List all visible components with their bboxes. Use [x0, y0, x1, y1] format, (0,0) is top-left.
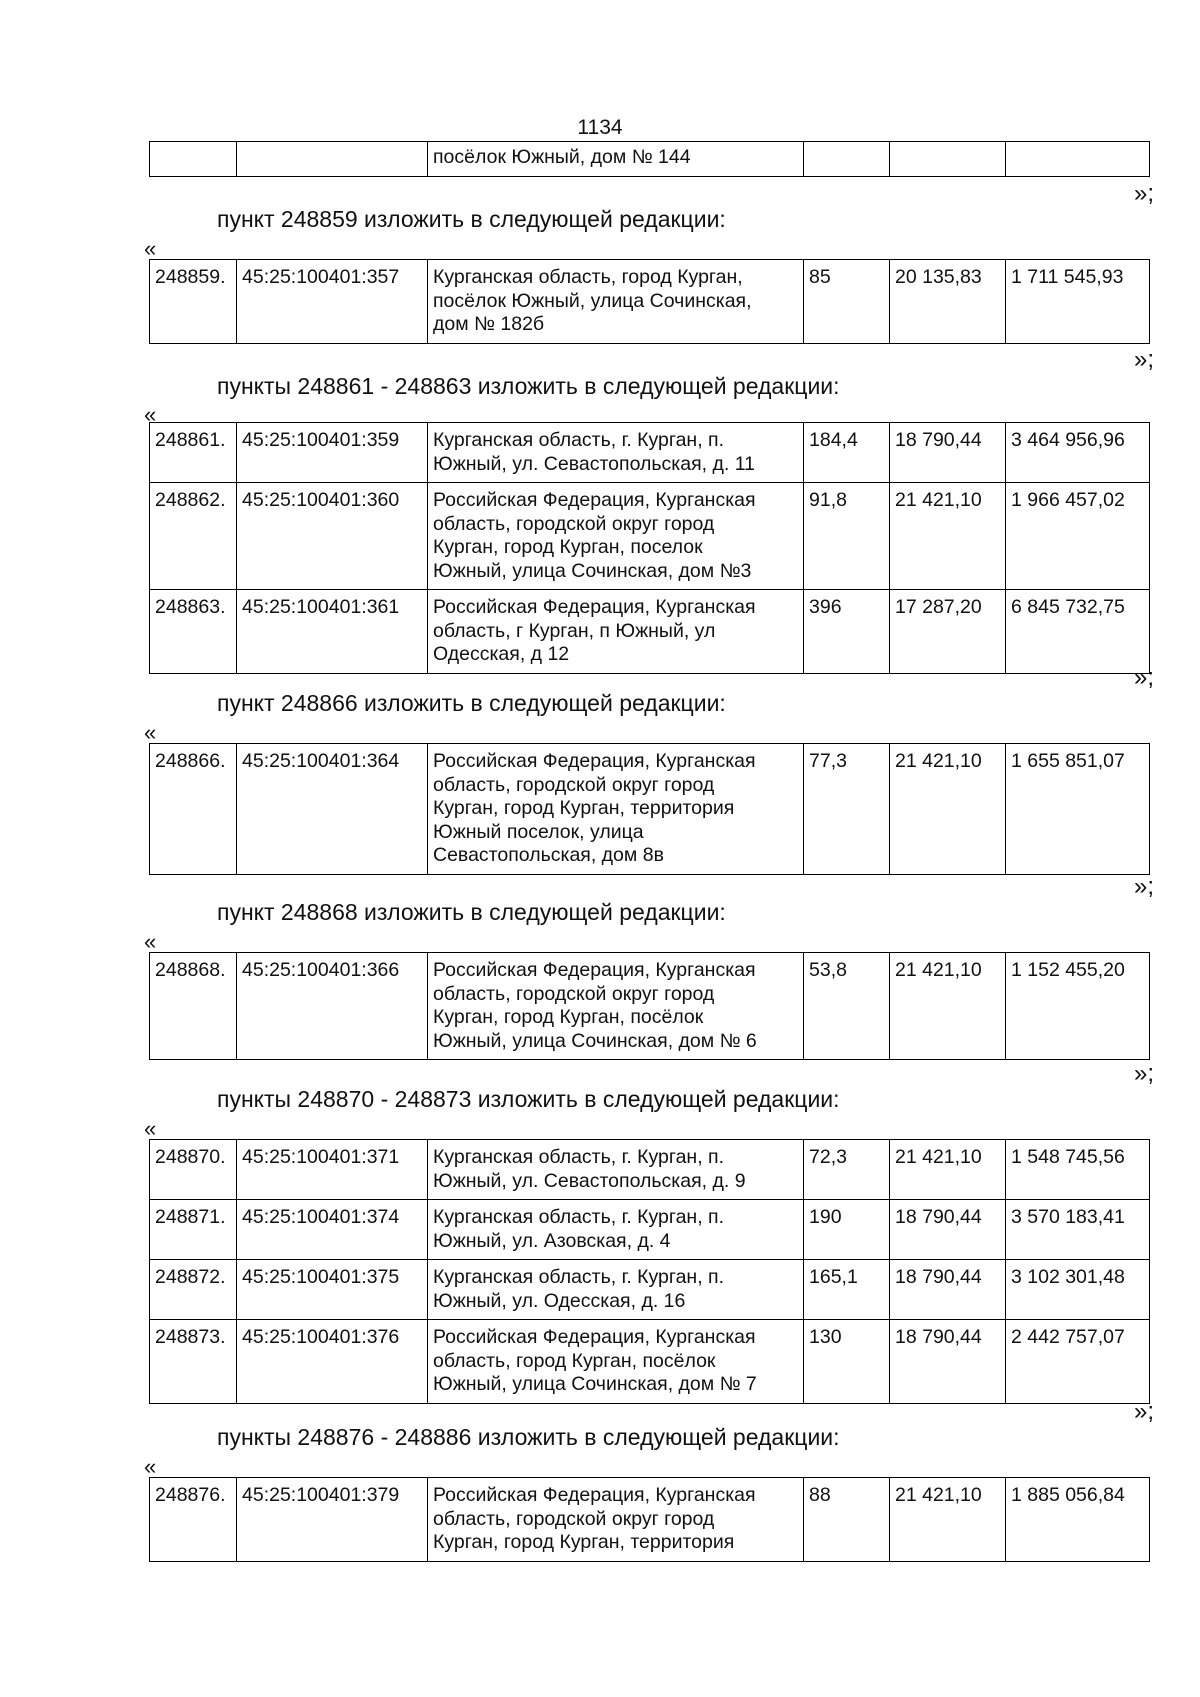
cell-address: Российская Федерация, Курганская область, городской округ город Курган, город Курган, территория	[428, 1478, 804, 1562]
cell-cadastral-value: 1 655 851,07	[1006, 744, 1150, 875]
open-quote: «	[144, 1454, 157, 1479]
cell-unit-value: 21 421,10	[890, 953, 1006, 1060]
table-row	[150, 1200, 1150, 1260]
cell-unit-value: 21 421,10	[890, 483, 1006, 590]
cell-item-number: 248876.	[150, 1478, 237, 1562]
page-number: 1134	[577, 116, 623, 139]
cell-address: Курганская область, г. Курган, п. Южный, ул. Азовская, д. 4	[428, 1200, 804, 1260]
cell-cadastral-value	[1006, 142, 1150, 177]
cell-cadastral-number: 45:25:100401:361	[237, 590, 428, 674]
amendment-instruction: пункт 248859 изложить в следующей редакции:	[217, 206, 726, 232]
cell-unit-value: 17 287,20	[890, 590, 1006, 674]
open-quote: «	[144, 1116, 157, 1141]
close-quote: »;	[1133, 873, 1154, 900]
cell-unit-value: 21 421,10	[890, 1140, 1006, 1200]
cell-cadastral-number: 45:25:100401:375	[237, 1260, 428, 1320]
close-quote: »;	[1133, 180, 1154, 207]
cell-address: Курганская область, г. Курган, п. Южный, ул. Севастопольская, д. 11	[428, 423, 804, 483]
cell-item-number: 248862.	[150, 483, 237, 590]
register-table	[149, 1477, 1150, 1562]
cell-cadastral-value: 6 845 732,75	[1006, 590, 1150, 674]
cell-cadastral-number: 45:25:100401:366	[237, 953, 428, 1060]
open-quote: «	[144, 236, 157, 261]
cell-address: Курганская область, город Курган, посёлок Южный, улица Сочинская, дом № 182б	[428, 260, 804, 344]
table-row	[150, 744, 1150, 875]
cell-area: 190	[804, 1200, 890, 1260]
cell-item-number: 248870.	[150, 1140, 237, 1200]
cell-cadastral-value: 1 885 056,84	[1006, 1478, 1150, 1562]
cell-cadastral-number: 45:25:100401:371	[237, 1140, 428, 1200]
cell-cadastral-number: 45:25:100401:379	[237, 1478, 428, 1562]
close-quote: »;	[1133, 1398, 1154, 1425]
cell-area: 85	[804, 260, 890, 344]
register-table	[149, 422, 1150, 674]
cell-address: Курганская область, г. Курган, п. Южный, ул. Севастопольская, д. 9	[428, 1140, 804, 1200]
amendment-instruction: пункты 248861 - 248863 изложить в следующей редакции:	[217, 373, 840, 399]
cell-cadastral-value: 1 711 545,93	[1006, 260, 1150, 344]
cell-cadastral-value: 3 570 183,41	[1006, 1200, 1150, 1260]
cell-address: Российская Федерация, Курганская область, городской округ город Курган, город Курган, территория Южный поселок, улица Севастопольская, дом 8в	[428, 744, 804, 875]
amendment-instruction: пункт 248866 изложить в следующей редакции:	[217, 690, 726, 716]
cell-cadastral-value: 1 152 455,20	[1006, 953, 1150, 1060]
cell-cadastral-number: 45:25:100401:359	[237, 423, 428, 483]
table-row	[150, 590, 1150, 674]
cell-unit-value: 18 790,44	[890, 423, 1006, 483]
cell-unit-value: 18 790,44	[890, 1260, 1006, 1320]
close-quote: »;	[1133, 664, 1154, 691]
cell-unit-value: 21 421,10	[890, 1478, 1006, 1562]
open-quote: «	[144, 720, 157, 745]
close-quote: »;	[1133, 346, 1154, 373]
cell-item-number: 248859.	[150, 260, 237, 344]
cell-address: Курганская область, г. Курган, п. Южный, ул. Одесская, д. 16	[428, 1260, 804, 1320]
amendment-instruction: пункты 248876 - 248886 изложить в следующей редакции:	[217, 1424, 840, 1450]
cell-item-number: 248871.	[150, 1200, 237, 1260]
cell-item-number	[150, 142, 237, 177]
cell-unit-value: 18 790,44	[890, 1320, 1006, 1404]
cell-cadastral-number: 45:25:100401:360	[237, 483, 428, 590]
table-row	[150, 1140, 1150, 1200]
cell-area: 91,8	[804, 483, 890, 590]
cell-item-number: 248868.	[150, 953, 237, 1060]
cell-address: Российская Федерация, Курганская область, г Курган, п Южный, ул Одесская, д 12	[428, 590, 804, 674]
cell-area: 53,8	[804, 953, 890, 1060]
close-quote: »;	[1133, 1060, 1154, 1087]
amendment-instruction: пункты 248870 - 248873 изложить в следующей редакции:	[217, 1086, 840, 1112]
cell-item-number: 248863.	[150, 590, 237, 674]
cell-area: 88	[804, 1478, 890, 1562]
cell-area: 165,1	[804, 1260, 890, 1320]
cell-unit-value: 18 790,44	[890, 1200, 1006, 1260]
cell-cadastral-number	[237, 142, 428, 177]
cell-cadastral-number: 45:25:100401:376	[237, 1320, 428, 1404]
open-quote: «	[144, 929, 157, 954]
cell-cadastral-number: 45:25:100401:357	[237, 260, 428, 344]
cell-unit-value: 21 421,10	[890, 744, 1006, 875]
table-row	[150, 260, 1150, 344]
cell-item-number: 248872.	[150, 1260, 237, 1320]
cell-address: Российская Федерация, Курганская область, городской округ город Курган, город Курган, посёлок Южный, улица Сочинская, дом № 6	[428, 953, 804, 1060]
register-table	[149, 1139, 1150, 1404]
cell-area: 184,4	[804, 423, 890, 483]
table-row	[150, 1478, 1150, 1562]
cell-cadastral-number: 45:25:100401:374	[237, 1200, 428, 1260]
table-row	[150, 1260, 1150, 1320]
cell-unit-value: 20 135,83	[890, 260, 1006, 344]
cell-area: 72,3	[804, 1140, 890, 1200]
cell-item-number: 248873.	[150, 1320, 237, 1404]
amendment-instruction: пункт 248868 изложить в следующей редакции:	[217, 899, 726, 925]
table-row	[150, 483, 1150, 590]
open-quote: «	[144, 402, 157, 427]
cell-cadastral-value: 1 966 457,02	[1006, 483, 1150, 590]
cell-area	[804, 142, 890, 177]
cell-cadastral-number: 45:25:100401:364	[237, 744, 428, 875]
table-row	[150, 142, 1150, 177]
table-row	[150, 953, 1150, 1060]
cell-item-number: 248866.	[150, 744, 237, 875]
cell-cadastral-value: 2 442 757,07	[1006, 1320, 1150, 1404]
cell-address: Российская Федерация, Курганская область, город Курган, посёлок Южный, улица Сочинская, дом № 7	[428, 1320, 804, 1404]
cell-address: посёлок Южный, дом № 144	[428, 142, 804, 177]
cell-item-number: 248861.	[150, 423, 237, 483]
cell-cadastral-value: 3 464 956,96	[1006, 423, 1150, 483]
cell-unit-value	[890, 142, 1006, 177]
cell-area: 77,3	[804, 744, 890, 875]
table-row	[150, 423, 1150, 483]
cell-cadastral-value: 3 102 301,48	[1006, 1260, 1150, 1320]
cell-cadastral-value: 1 548 745,56	[1006, 1140, 1150, 1200]
register-table	[149, 743, 1150, 875]
register-table	[149, 141, 1150, 177]
table-row	[150, 1320, 1150, 1404]
register-table	[149, 259, 1150, 344]
cell-area: 396	[804, 590, 890, 674]
cell-address: Российская Федерация, Курганская область, городской округ город Курган, город Курган, поселок Южный, улица Сочинская, дом №3	[428, 483, 804, 590]
cell-area: 130	[804, 1320, 890, 1404]
register-table	[149, 952, 1150, 1060]
